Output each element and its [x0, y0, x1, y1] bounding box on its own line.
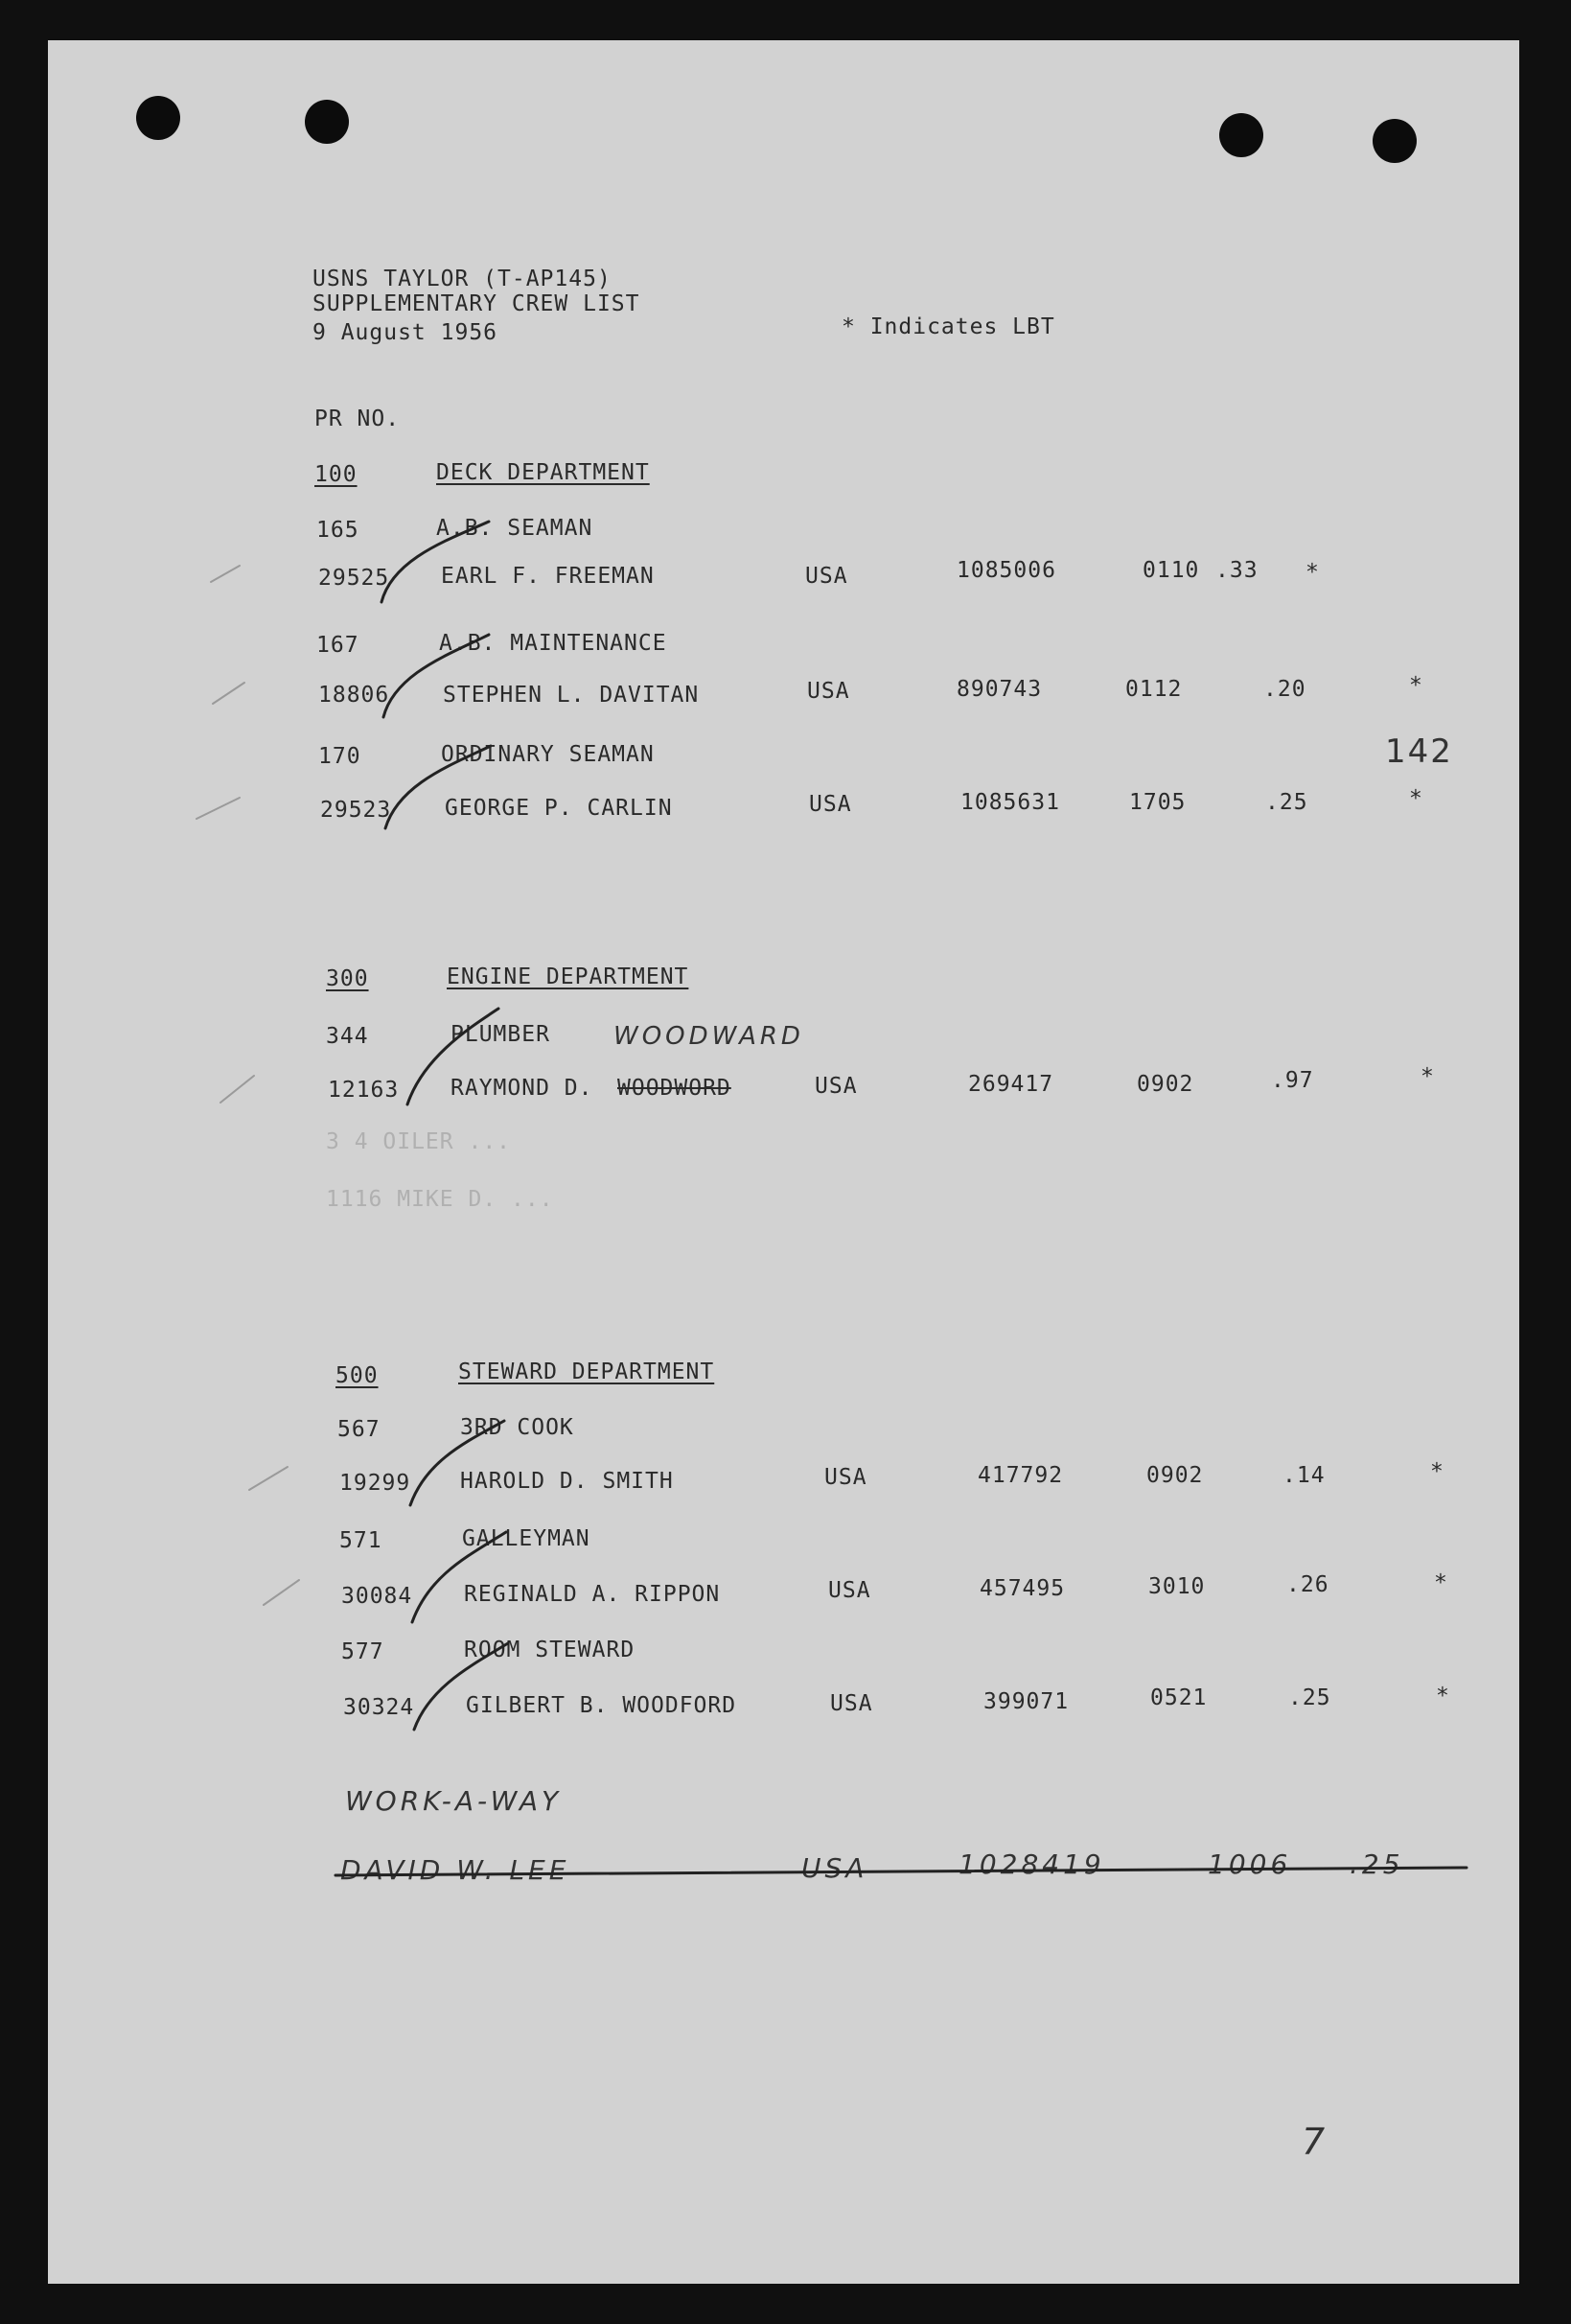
rating-title: PLUMBER: [451, 1022, 550, 1047]
document-page: [48, 40, 1519, 2284]
pr-number-label: PR NO.: [314, 407, 401, 431]
check-mark: [412, 1532, 506, 1622]
pr-number: 30324: [343, 1695, 415, 1720]
workaway-nationality: USA: [801, 1852, 868, 1884]
work-a-way-strike: [335, 1868, 1467, 1875]
rate-column: .14: [1282, 1463, 1326, 1488]
rating-title: ORDINARY SEAMAN: [441, 742, 655, 767]
crew-name: REGINALD A. RIPPON: [464, 1582, 721, 1607]
code-column: 0521: [1150, 1685, 1208, 1710]
faint-tick: [220, 1076, 254, 1103]
code-column: 0902: [1146, 1463, 1204, 1488]
code-column: 0112: [1125, 677, 1183, 702]
code-column: 3010: [1148, 1574, 1206, 1599]
faint-tick: [264, 1580, 299, 1605]
nationality: USA: [815, 1074, 858, 1099]
rating-code: 577: [341, 1639, 384, 1664]
faded-line: 3 4 OILER ...: [326, 1129, 512, 1154]
lbt-mark: *: [1409, 673, 1423, 698]
rating-title: GALLEYMAN: [462, 1526, 590, 1551]
crew-name: HAROLD D. SMITH: [460, 1469, 674, 1494]
crew-name: STEPHEN L. DAVITAN: [443, 683, 700, 708]
pr-number: 29525: [318, 566, 390, 591]
check-mark: [385, 746, 491, 828]
crew-name: GEORGE P. CARLIN: [445, 796, 673, 821]
document-number: 417792: [978, 1463, 1064, 1488]
rating-code: 170: [318, 744, 361, 769]
rating-code: 344: [326, 1024, 369, 1049]
steward-department-heading: STEWARD DEPARTMENT: [458, 1360, 715, 1384]
workaway-name: DAVID W. LEE: [340, 1854, 570, 1886]
lbt-mark: *: [1409, 786, 1423, 811]
workaway-number: 1028419: [959, 1848, 1105, 1880]
pr-number: 29523: [320, 798, 392, 823]
faint-tick: [249, 1467, 288, 1490]
code-column: 0110: [1143, 558, 1200, 583]
code-column: 1705: [1129, 790, 1187, 815]
check-mark: [414, 1643, 508, 1730]
nationality: USA: [824, 1465, 867, 1490]
crew-name: GILBERT B. WOODFORD: [466, 1693, 737, 1718]
pr-number: 30084: [341, 1584, 413, 1609]
rating-title: ROOM STEWARD: [464, 1638, 635, 1662]
document-title: SUPPLEMENTARY CREW LIST: [312, 291, 640, 316]
nationality: USA: [830, 1691, 873, 1716]
document-number: 1085006: [957, 558, 1056, 583]
rating-code: 567: [337, 1417, 381, 1442]
pen-marks: [48, 40, 1519, 2284]
rating-title: 3RD COOK: [460, 1415, 574, 1440]
check-mark: [383, 635, 489, 717]
rate-column: .33: [1215, 558, 1259, 583]
lbt-mark: *: [1421, 1064, 1435, 1089]
deck-department-heading: DECK DEPARTMENT: [436, 460, 650, 485]
workaway-rate: .25: [1350, 1848, 1404, 1880]
handwritten-correction: WOODWARD: [613, 1022, 804, 1051]
rate-column: .26: [1286, 1572, 1329, 1597]
code-column: 0902: [1137, 1072, 1194, 1097]
lbt-mark: *: [1434, 1570, 1448, 1595]
rate-column: .97: [1271, 1068, 1314, 1093]
faded-line: 1116 MIKE D. ...: [326, 1187, 554, 1212]
engine-department-code: 300: [326, 966, 369, 991]
engine-department-heading: ENGINE DEPARTMENT: [447, 964, 689, 989]
handwritten-page-ref: 142: [1385, 732, 1453, 771]
workaway-code: 1006: [1208, 1848, 1292, 1880]
crew-name: EARL F. FREEMAN: [441, 564, 655, 589]
rating-code: 167: [316, 633, 359, 658]
document-number: 890743: [957, 677, 1043, 702]
lbt-mark: *: [1436, 1684, 1450, 1708]
page-number: 7: [1302, 2121, 1329, 2163]
faint-tick: [211, 566, 240, 582]
crew-name: RAYMOND D.: [451, 1076, 593, 1101]
deck-department-code: 100: [314, 462, 358, 487]
nationality: USA: [809, 792, 852, 817]
pr-number: 19299: [339, 1471, 411, 1496]
nationality: USA: [805, 564, 848, 589]
rate-column: .20: [1263, 677, 1306, 702]
nationality: USA: [828, 1578, 871, 1603]
rating-title: A.B. MAINTENANCE: [439, 631, 667, 656]
rate-column: .25: [1288, 1685, 1331, 1710]
rating-title: A.B. SEAMAN: [436, 516, 593, 541]
document-number: 269417: [968, 1072, 1054, 1097]
legend-note: * Indicates LBT: [842, 314, 1055, 339]
check-mark: [381, 522, 489, 602]
pr-number: 18806: [318, 683, 390, 708]
document-number: 457495: [980, 1576, 1066, 1601]
rate-column: .25: [1265, 790, 1308, 815]
document-date: 9 August 1956: [312, 320, 498, 345]
rating-code: 571: [339, 1528, 382, 1553]
document-number: 1085631: [960, 790, 1060, 815]
struck-surname: WOODWORD: [617, 1076, 731, 1101]
nationality: USA: [807, 679, 850, 704]
document-number: 399071: [983, 1689, 1070, 1714]
ship-name: USNS TAYLOR (T-AP145): [312, 267, 612, 291]
check-mark: [410, 1421, 504, 1505]
check-mark: [407, 1009, 498, 1104]
pr-number: 12163: [328, 1078, 400, 1103]
lbt-mark: *: [1430, 1459, 1444, 1484]
faint-tick: [213, 683, 244, 704]
workaway-heading: WORK-A-WAY: [345, 1785, 563, 1817]
rating-code: 165: [316, 518, 359, 543]
faint-tick: [196, 798, 240, 819]
lbt-mark: *: [1305, 560, 1320, 585]
steward-department-code: 500: [335, 1363, 379, 1388]
